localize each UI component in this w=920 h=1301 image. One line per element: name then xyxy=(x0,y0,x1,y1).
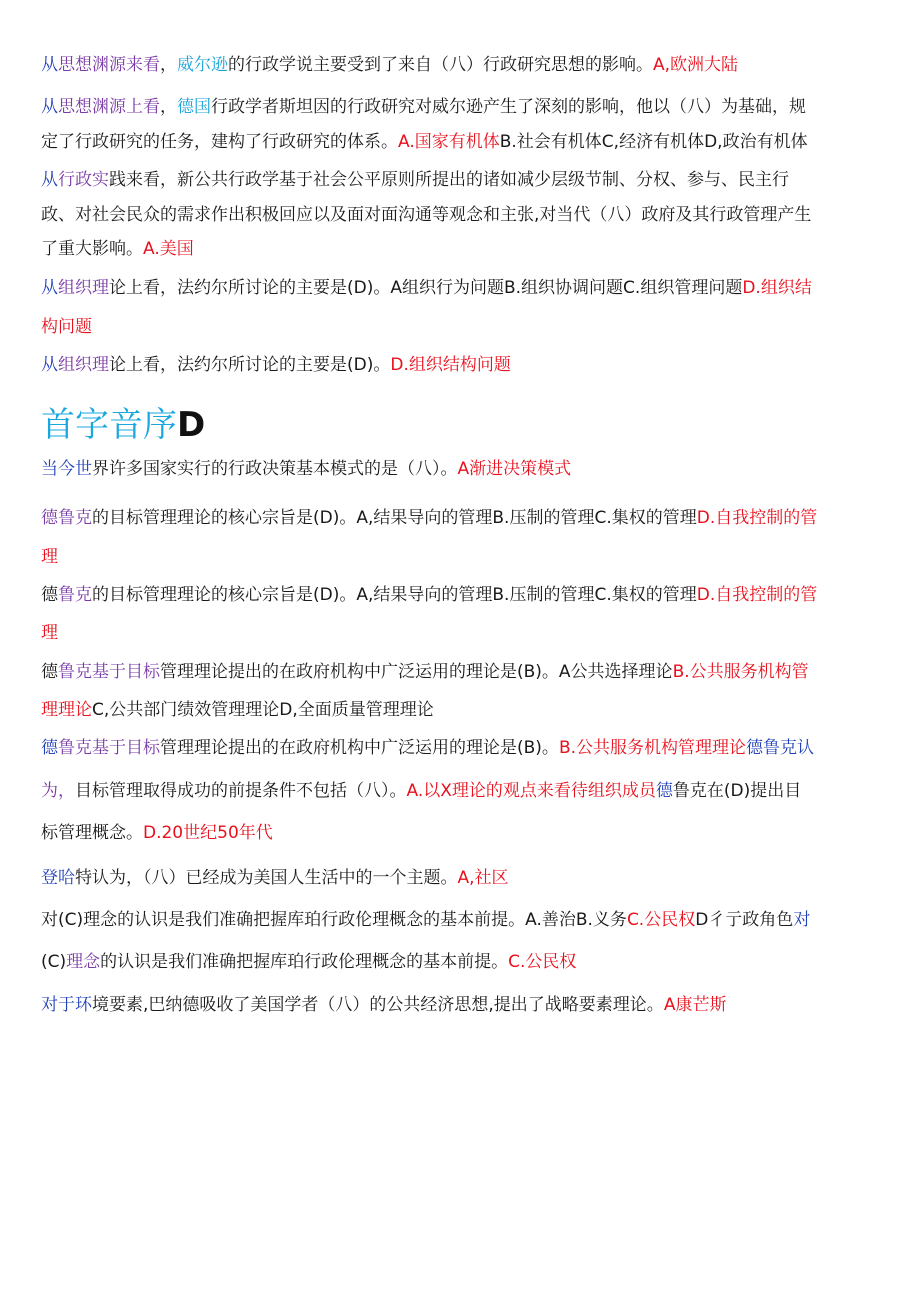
highlighted-text: 从 xyxy=(41,278,58,298)
highlighted-text: 登哈 xyxy=(41,868,75,888)
text-line xyxy=(41,316,92,338)
text-line xyxy=(41,507,817,529)
question-text: B.社会有机体C,经济有机体D,政治有机体 xyxy=(499,132,808,152)
answer-text: A,社区 xyxy=(457,868,509,888)
highlighted-text: 鲁克 xyxy=(58,585,92,605)
question-text: 论上看，法约尔所讨论的主要是(D)。A组织行为问题B.组织协调问题C.组织管理问题 xyxy=(109,278,743,298)
answer-text: D.组织结 xyxy=(742,278,812,298)
text-line xyxy=(41,458,571,480)
text-line xyxy=(41,909,810,931)
highlighted-text: 对 xyxy=(793,910,811,930)
answer-text: 理理论 xyxy=(41,700,92,720)
answer-text: A.国家有机体 xyxy=(398,132,500,152)
answer-text: D.20世纪50年代 xyxy=(143,823,273,843)
text-line xyxy=(41,96,806,118)
highlighted-text: 理念 xyxy=(66,952,101,972)
text-line xyxy=(41,822,273,844)
answer-text: 构问题 xyxy=(41,317,92,337)
text-line xyxy=(41,780,801,802)
answer-text: D.自我控制的管 xyxy=(696,585,818,605)
text-line xyxy=(41,354,511,376)
heading-letter: D xyxy=(177,405,206,445)
question-text: ， xyxy=(160,97,177,117)
text-line xyxy=(41,699,434,721)
highlighted-text: 思想渊源上看 xyxy=(58,97,160,117)
text-line xyxy=(41,737,814,759)
text-line xyxy=(41,277,812,299)
text-line xyxy=(41,584,817,606)
highlighted-text: 从 xyxy=(41,97,58,117)
highlighted-text: 思想渊源来看 xyxy=(58,55,160,75)
highlighted-text: 从 xyxy=(41,355,58,375)
highlighted-text: 德 xyxy=(41,738,58,758)
answer-text: D.自我控制的管 xyxy=(696,508,818,528)
text-line xyxy=(41,661,809,683)
heading-text: 首字音序 xyxy=(41,405,177,445)
answer-text: 理 xyxy=(41,547,58,567)
highlighted-text: 组织理 xyxy=(58,278,109,298)
highlighted-text: 从 xyxy=(41,170,58,190)
answer-text: D.组织结构问题 xyxy=(390,355,511,375)
question-text: 行政学者斯坦因的行政研究对威尔逊产生了深刻的影响，他以（八）为基础，规 xyxy=(211,97,806,117)
question-text: 的目标管理理论的核心宗旨是(D)。A,结果导向的管理B.压制的管理C.集权的管理 xyxy=(92,585,697,605)
highlighted-text: 从 xyxy=(41,55,58,75)
section-heading-d xyxy=(41,405,205,445)
highlighted-text: 当今世 xyxy=(41,459,92,479)
text-line xyxy=(41,54,738,76)
question-text: 界许多国家实行的行政决策基本模式的是（八）。 xyxy=(92,459,458,479)
answer-text: A渐进决策模式 xyxy=(457,459,572,479)
text-line xyxy=(41,131,808,153)
question-text: ， xyxy=(160,55,177,75)
text-line xyxy=(41,546,58,568)
question-text: 了重大影响。 xyxy=(41,239,143,259)
highlighted-text: 对于环 xyxy=(41,995,92,1015)
answer-text: B.公共服务机构管理理论 xyxy=(558,738,747,758)
highlighted-text: 德 xyxy=(655,781,673,801)
question-text: 定了行政研究的任务，建构了行政研究的体系。 xyxy=(41,132,398,152)
question-text: 的行政学说主要受到了来自（八）行政研究思想的影响。 xyxy=(228,55,653,75)
highlighted-text: 鲁克基于目标 xyxy=(58,662,160,682)
highlighted-text: 威尔逊 xyxy=(177,55,228,75)
question-text: 德 xyxy=(41,662,58,682)
question-text: 特认为，（八）已经成为美国人生活中的一个主题。 xyxy=(75,868,458,888)
text-line xyxy=(41,994,726,1016)
highlighted-text: 鲁克基于目标 xyxy=(58,738,160,758)
answer-text: A.美国 xyxy=(143,239,194,259)
answer-text: A,欧洲大陆 xyxy=(653,55,739,75)
question-text: 管理理论提出的在政府机构中广泛运用的理论是(B)。A公共选择理论 xyxy=(160,662,673,682)
highlighted-text: 德鲁克认 xyxy=(746,738,815,758)
highlighted-text: 德鲁克 xyxy=(41,508,92,528)
question-text: D彳亍政角色 xyxy=(695,910,794,930)
text-line xyxy=(41,951,576,973)
answer-text: B.公共服务机构管 xyxy=(672,662,809,682)
question-text: 的目标管理理论的核心宗旨是(D)。A,结果导向的管理B.压制的管理C.集权的管理 xyxy=(92,508,697,528)
answer-text: C.公民权 xyxy=(626,910,696,930)
question-text: 目标管理取得成功的前提条件不包括（八）。 xyxy=(75,781,407,801)
text-line xyxy=(41,622,58,644)
question-text: (C) xyxy=(41,952,67,972)
highlighted-text: 组织理 xyxy=(58,355,109,375)
question-text: 标管理概念。 xyxy=(41,823,143,843)
question-text: 政、对社会民众的需求作出积极回应以及面对面沟通等观念和主张,对当代（八）政府及其行政管理产生 xyxy=(41,205,812,225)
highlighted-text: 为， xyxy=(41,781,75,801)
question-text: 鲁克在(D)提出目 xyxy=(672,781,802,801)
highlighted-text: 行政实 xyxy=(58,170,109,190)
answer-text: A康芒斯 xyxy=(663,995,727,1015)
text-line xyxy=(41,204,811,226)
text-line xyxy=(41,169,789,191)
answer-text: C.公民权 xyxy=(508,952,577,972)
question-text: 践来看，新公共行政学基于社会公平原则所提出的诸如减少层级节制、分权、参与、民主行 xyxy=(109,170,789,190)
text-line xyxy=(41,238,194,260)
question-text: 境要素,巴纳德吸收了美国学者（八）的公共经济思想,提出了战略要素理论。 xyxy=(92,995,664,1015)
question-text: 对(C)理念的认识是我们准确把握库珀行政伦理概念的基本前提。A.善治B.义务 xyxy=(41,910,627,930)
answer-text: A.以X理论的观点来看待组织成员 xyxy=(406,781,656,801)
question-text: 论上看，法约尔所讨论的主要是(D)。 xyxy=(109,355,391,375)
highlighted-text: 德国 xyxy=(177,97,211,117)
question-text: 的认识是我们准确把握库珀行政伦理概念的基本前提。 xyxy=(100,952,509,972)
question-text: 德 xyxy=(41,585,58,605)
text-line xyxy=(41,867,509,889)
answer-text: 理 xyxy=(41,623,58,643)
question-text: C,公共部门绩效管理理论D,全面质量管理理论 xyxy=(92,700,434,720)
question-text: 管理理论提出的在政府机构中广泛运用的理论是(B)。 xyxy=(160,738,559,758)
